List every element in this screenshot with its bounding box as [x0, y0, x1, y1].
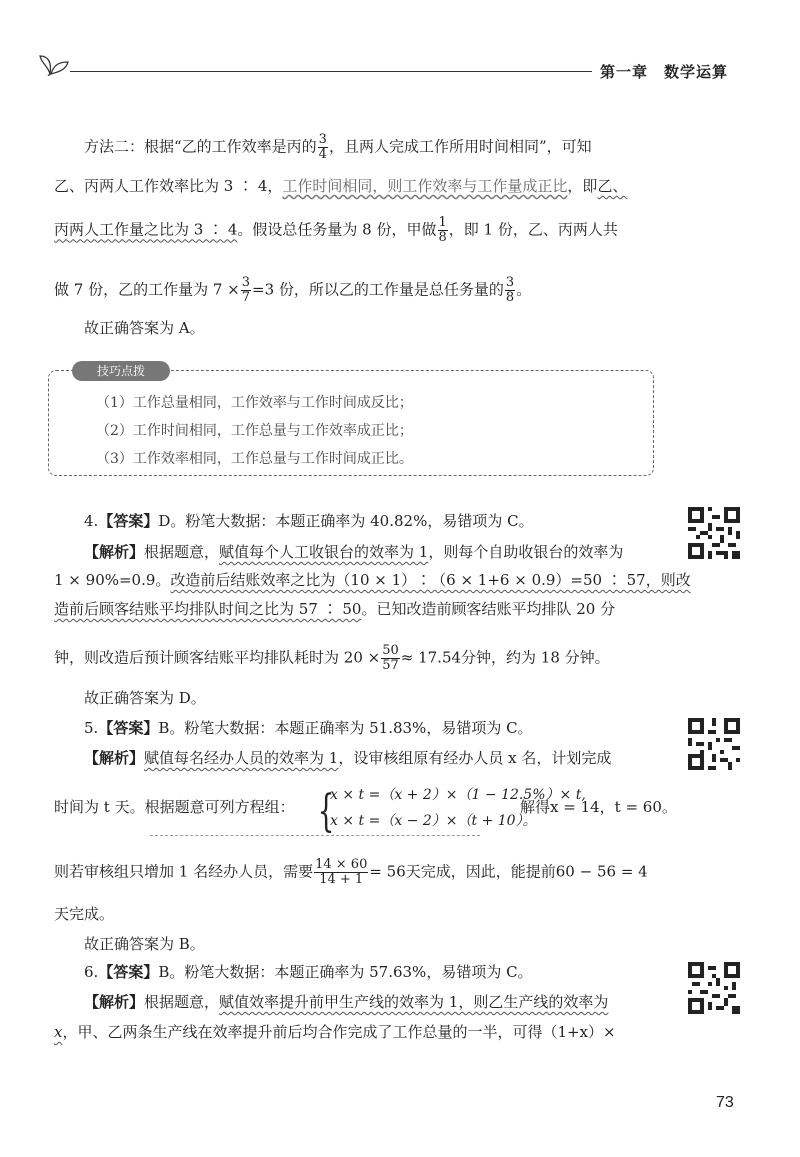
q6-analysis-line1: 【解析】根据题意，赋值效率提升前甲生产线的效率为 1，则乙生产线的效率为 [84, 993, 609, 1011]
fraction: $\frac{3}{8}$ [505, 275, 515, 305]
tip-item-3: （3）工作效率相同，工作总量与工作时间成正比。 [96, 451, 413, 467]
fraction: $\frac{3}{7}$ [241, 275, 251, 305]
equation-2: x × t =（x − 2）×（t + 10）。 [330, 813, 537, 829]
qr-code-icon[interactable] [688, 962, 740, 1014]
q5-analysis-line4: 天完成。 [54, 905, 115, 923]
qr-code-icon[interactable] [688, 718, 740, 770]
fraction: $\frac{50}{57}$ [382, 643, 399, 673]
q4-analysis-line2: 1 × 90%=0.9。改造前后结账效率之比为（10 × 1）∶（6 × 1+6 × 0.9）=50 ∶ 57，则改 [54, 571, 691, 589]
equation-solution: 解得x = 14，t = 60。 [520, 798, 677, 816]
method2-answer: 故正确答案为 A。 [84, 319, 205, 337]
leaf-icon [38, 50, 70, 76]
tip-item-2: （2）工作时间相同，工作总量与工作效率成正比； [96, 423, 413, 439]
q6-answer-line: 6.【答案】B。粉笔大数据：本题正确率为 57.63%，易错项为 C。 [84, 963, 533, 981]
fraction: $\frac{3}{4}$ [318, 132, 327, 162]
q5-analysis-line1: 【解析】赋值每名经办人员的效率为 1，设审核组原有经办人员 x 名，计划完成 [84, 749, 612, 767]
qr-code-icon[interactable] [688, 507, 740, 559]
chapter-title: 第一章 数学运算 [600, 63, 729, 81]
q4-answer-line: 4.【答案】D。粉笔大数据：本题正确率为 40.82%，易错项为 C。 [84, 512, 534, 530]
header-rule [70, 71, 592, 72]
q5-analysis-line3: 则若审核组只增加 1 名经办人员，需要 $\frac{14 \times 60}{14 + 1}$ = 56天完成，因此，能提前60 − 56 = 4 [54, 857, 648, 887]
equation-underline [150, 835, 480, 836]
q4-analysis-line3: 造前后顾客结账平均排队时间之比为 57 ∶ 50。已知改造前顾客结账平均排队 20 分 [54, 600, 616, 618]
q4-analysis-line1: 【解析】根据题意，赋值每个人工收银台的效率为 1，则每个自助收银台的效率为 [84, 543, 624, 561]
q5-final-answer: 故正确答案为 B。 [84, 935, 205, 953]
method2-line4: 做 7 份，乙的工作量为 7 × $\frac{3}{7}$ =3 份，所以乙的工作量是总任务量的 $\frac{3}{8}$ 。 [54, 275, 532, 305]
equation-1: x × t =（x + 2）×（1 − 12.5%）× t, [330, 787, 586, 803]
page-number: 73 [716, 1094, 734, 1111]
fraction: $\frac{1}{8}$ [438, 215, 447, 245]
q5-analysis-line2: 时间为 t 天。根据题意可列方程组： [54, 798, 295, 816]
equation-brace: { [317, 786, 335, 837]
q4-final-answer: 故正确答案为 D。 [84, 689, 206, 707]
tips-badge: 技巧点拨 [72, 361, 170, 381]
method2-line1: 方法二：根据“乙的工作效率是丙的 $\frac{3}{4}$ ，且两人完成工作所用时间相同”，可知 [84, 132, 592, 162]
method2-line3: 丙两人工作量之比为 3 ∶ 4。假设总任务量为 8 份，甲做 $\frac{1}{8}$ ，即 1 份，乙、丙两人共 [54, 215, 618, 245]
q5-answer-line: 5.【答案】B。粉笔大数据：本题正确率为 51.83%，易错项为 C。 [84, 719, 533, 737]
fraction: $\frac{14 \times 60}{14 + 1}$ [315, 857, 368, 887]
tip-item-1: （1）工作总量相同，工作效率与工作时间成反比； [96, 395, 413, 411]
q6-analysis-line2: x，甲、乙两条生产线在效率提升前后均合作完成了工作总量的一半，可得（1+x）× [54, 1023, 616, 1041]
q4-analysis-line4: 钟，则改造后预计顾客结账平均排队耗时为 20 × $\frac{50}{57}$ ≈ 17.54分钟，约为 18 分钟。 [54, 643, 610, 673]
method2-line2: 乙、丙两人工作效率比为 3 ∶ 4，工作时间相同，则工作效率与工作量成正比，即乙、 [54, 177, 628, 195]
